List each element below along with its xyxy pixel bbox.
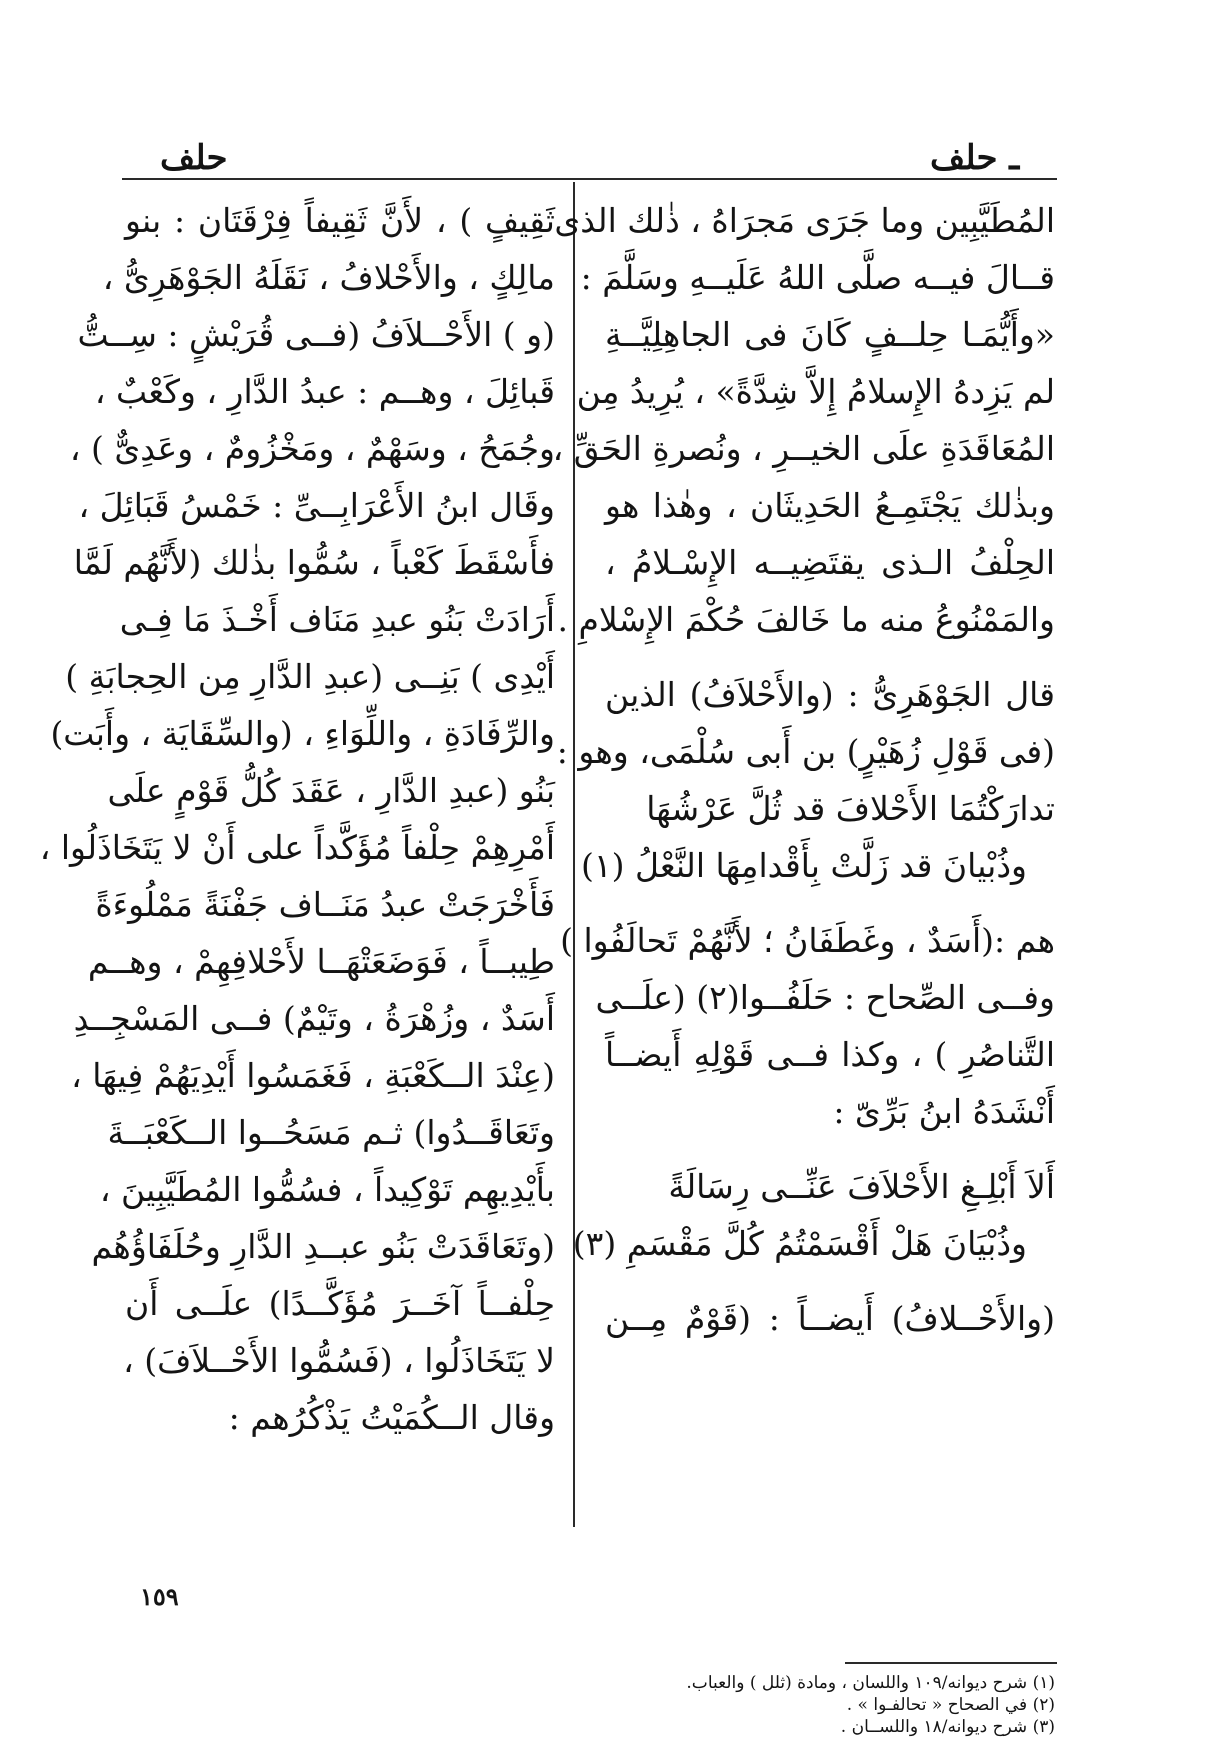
- running-head-right: ـ حلف: [930, 138, 1020, 178]
- verse-hemistich: وذُبْيانَ قد زَلَّتْ بِأَقْدامِهَا النَّعْلُ (١): [580, 846, 1027, 885]
- text-line: (وتَعَاقَدَتْ بَنُو عبــدِ الدَّارِ وحُلَفَاؤُهُم: [91, 1227, 555, 1266]
- text-line: التَّناصُرِ ) ، وكذا فــى قَوْلِهِ أَيضــاً: [605, 1035, 1055, 1074]
- running-head-left: حلف: [160, 138, 228, 178]
- text-line: بأَيْدِيهِم تَوْكِيداً ، فسُمُّوا المُطَيَّبِينَ ،: [99, 1170, 555, 1209]
- text-line: وقال الــكُمَيْتُ يَذْكُرُهم :: [228, 1398, 555, 1437]
- text-line: فَأَخْرَجَتْ عبدُ مَنَــاف جَفْنَةً مَمْلُوءَةً: [95, 885, 555, 924]
- header-rule: [122, 178, 1057, 180]
- text-line: (عِنْدَ الــكَعْبَةِ ، فَغَمَسُوا أَيْدِيَهُمْ فِيهَا ،: [71, 1056, 555, 1095]
- text-line: أَمْرِهِمْ حِلْفاً مُؤَكَّداً على أَنْ لا يَتَخَاذَلُوا ،: [39, 828, 555, 867]
- text-line: أَرَادَتْ بَنُو عبدِ مَنَاف أَخْـذَ مَا فِـى: [119, 600, 555, 639]
- text-line: «وأَيُّمَـا حِلــفٍ كَانَ فى الجاهِلِيَّــةِ: [605, 315, 1055, 354]
- footnote: (٢) في الصحاح « تحالفـوا » .: [846, 1695, 1055, 1715]
- footnotes: [610, 1672, 1055, 1738]
- text-line: والرِّفَادَةِ ، واللِّوَاءِ ، (والسِّقَايَة ، وأَبَت): [50, 714, 555, 753]
- text-line: ثَقِيفٍ ) ، لأَنَّ ثَقِيفاً فِرْقَتَان : بنو: [125, 201, 555, 240]
- text-line: أَنْشَدَهُ ابنُ بَرِّىّ :: [833, 1092, 1055, 1131]
- text-line: لم يَزِدهُ الإِسلامُ إِلاَّ شِدَّةً» ، يُرِيدُ مِن: [576, 372, 1055, 411]
- text-line: أَسَدٌ ، وزُهْرَةُ ، وتَيْمٌ) فــى المَسْجِــدِ: [73, 999, 555, 1038]
- text-line: حِلْفــاً آخَــرَ مُؤَكَّــدًا) علَــى أَن: [125, 1284, 555, 1323]
- verse-hemistich: وذُبْيَانَ هَلْ أَقْسَمْتُمُ كُلَّ مَقْسَمِ (٣): [572, 1224, 1027, 1263]
- text-line: هم :(أَسَدٌ ، وغَطَفَانُ ؛ لأَنَّهُمْ تَحالَفُوا ): [560, 921, 1055, 960]
- text-line: الحِلْفُ الـذى يقتَضِيــه الإِسْـلامُ ،: [605, 543, 1055, 582]
- text-line: وجُمَحُ ، وسَهْمٌ ، ومَخْزُومٌ ، وعَدِىٌّ ) ،: [69, 429, 555, 468]
- text-line: لا يَتَخَاذَلُوا ، (فَسُمُّوا الأَحْــلاَفَ) ،: [123, 1341, 555, 1380]
- text-line: وقَال ابنُ الأَعْرَابِــىِّ : خَمْسُ قَبَائِلَ ،: [78, 486, 555, 525]
- text-line: والمَمْنُوعُ منه ما خَالفَ حُكْمَ الإِسْلامِ .: [557, 600, 1055, 639]
- text-line: (و ) الأَحْــلاَفُ (فــى قُرَيْشٍ : سِــتُّ: [77, 315, 555, 354]
- column-divider: [573, 182, 575, 1527]
- text-line: وبذٰلك يَجْتَمِـعُ الحَدِيثَان ، وهٰذا هو: [605, 486, 1055, 525]
- footnote-rule: [845, 1662, 1057, 1664]
- text-line: طِيبــاً ، فَوَضَعَتْهَــا لأَحْلافِهِمْ ، وهــم: [87, 942, 555, 981]
- text-line: قَبائِلَ ، وهــم : عبدُ الدَّارِ ، وكَعْبٌ ،: [94, 372, 555, 411]
- page-number: ١٥٩: [140, 1582, 179, 1611]
- text-line: المُعَاقَدَةِ علَى الخيــرِ ، ونُصرةِ الحَقِّ ،: [552, 429, 1055, 468]
- text-line: (والأَحْــلافُ) أَيضــاً : (قَوْمٌ مِــن: [605, 1299, 1055, 1338]
- text-line: أَيْدِى ) بَنِــى (عبدِ الدَّارِ مِن الحِجابَةِ ): [65, 657, 555, 696]
- footnote: (١) شرح ديوانه/١٠٩ واللسان ، ومادة (ثلل ) والعباب.: [686, 1673, 1055, 1693]
- left-column: [39, 192, 555, 1446]
- text-line: بَنُو (عبدِ الدَّارِ ، عَقَدَ كُلُّ قَوْمٍ علَى: [107, 771, 555, 810]
- text-line: فأَسْقَطَ كَعْباً ، سُمُّوا بذٰلك (لأَنَّهُم لَمَّا: [73, 543, 555, 582]
- text-line: وتَعَاقَــدُوا) ثـم مَسَحُــوا الــكَعْبَــةَ: [107, 1113, 555, 1152]
- verse-hemistich: تدارَكْتُمَا الأَحْلافَ قد ثُلَّ عَرْشُهَا: [646, 789, 1055, 828]
- text-line: (فى قَوْلِ زُهَيْرٍ) بن أَبى سُلْمَى، وهو :: [556, 732, 1055, 771]
- verse-hemistich: أَلاَ أَبْلِـغِ الأَحْلاَفَ عَنِّــى رِسَالَةً: [668, 1167, 1055, 1206]
- text-line: المُطَيَّبِين وما جَرَى مَجرَاهُ ، ذٰلك الذى: [554, 201, 1055, 240]
- footnote: (٣) شرح ديوانه/١٨ واللســان .: [840, 1717, 1055, 1737]
- text-line: قــالَ فيــه صلَّى اللهُ عَلَيــهِ وسَلَّمَ :: [580, 258, 1055, 297]
- right-column: [552, 192, 1055, 1347]
- text-line: مالِكٍ ، والأَحْلافُ ، نَقَلَهُ الجَوْهَرِىُّ ،: [102, 258, 555, 297]
- text-line: قال الجَوْهَرِىُّ : (والأَحْلاَفُ) الذين: [605, 675, 1055, 714]
- text-line: وفــى الصِّحاح : حَلَفُــوا(٢) (علَــى: [595, 978, 1055, 1017]
